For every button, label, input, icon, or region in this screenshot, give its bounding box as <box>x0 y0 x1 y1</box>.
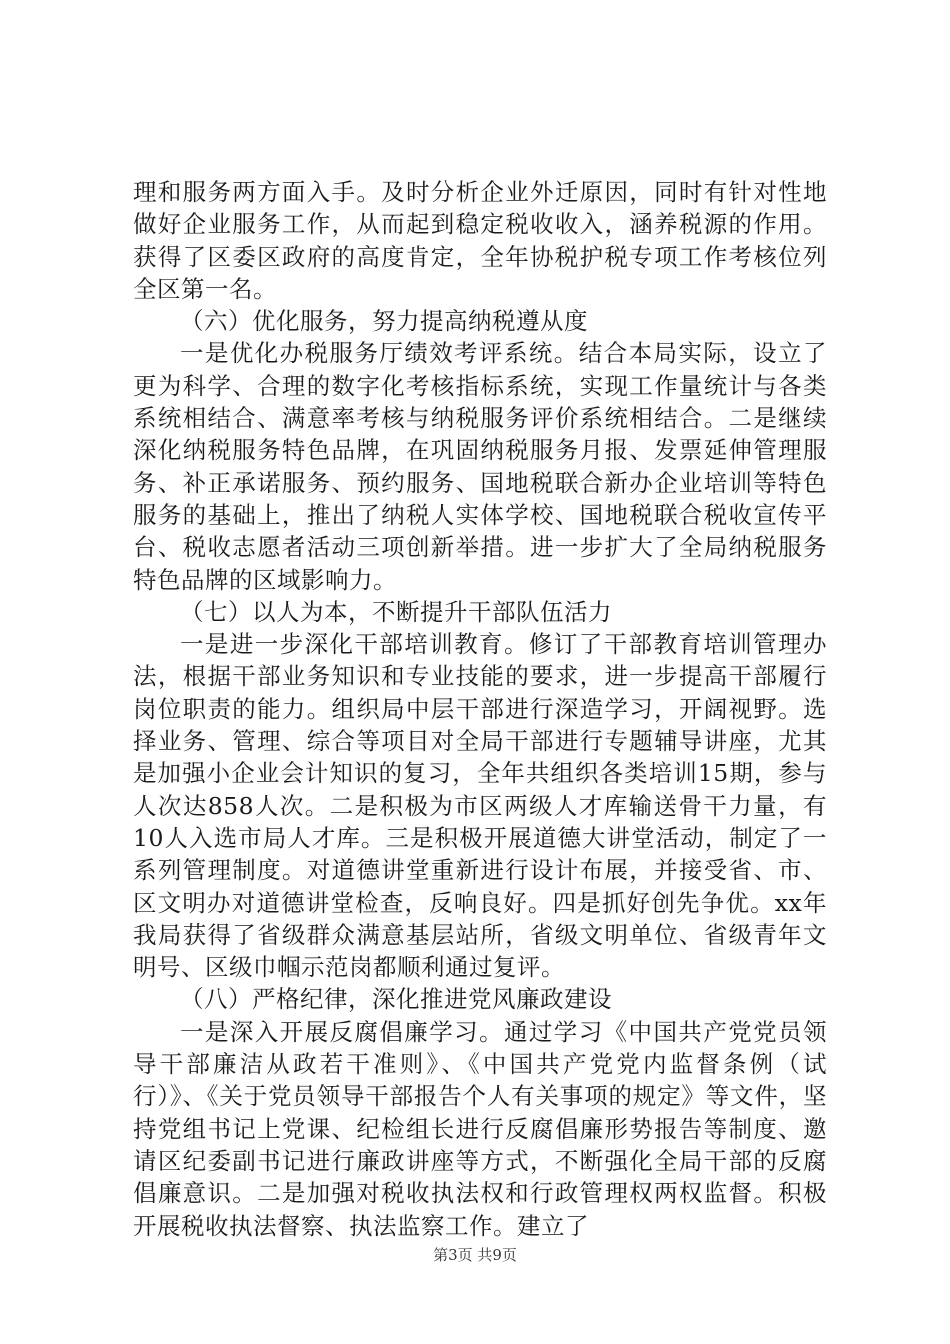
page-footer: 第3页 共9页 <box>433 1246 517 1264</box>
section-heading-6: （六）优化服务，努力提高纳税遵从度 <box>180 307 588 336</box>
paragraph-discipline: 一是深入开展反腐倡廉学习。通过学习《中国共产党党员领导干部廉洁从政若干准则》、《中国共产党党内监督条例（试行）》、《关于党员领导干部报告个人有关事项的规定》等文件，坚持党组书记上党课、纪检组长进行反腐倡廉形势报告等制度、邀请区纪委副书记进行廉政讲座等方式，不断强化全局干部的反腐倡廉意识。二是加强对税收执法权和行政管理权两权监督。积极开展税收执法督察、执法监察工作。建立了 <box>133 1017 827 1240</box>
section-heading-8: （八）严格纪律，深化推进党风廉政建设 <box>180 985 612 1014</box>
paragraph-training: 一是进一步深化干部培训教育。修订了干部教育培训管理办法，根据干部业务知识和专业技能的要求，进一步提高干部履行岗位职责的能力。组织局中层干部进行深造学习，开阔视野。选择业务、管理、综合等项目对全局干部进行专题辅导讲座，尤其是加强小企业会计知识的复习，全年共组织各类培训15期，参与人次达858人次。二是积极为市区两级人才库输送骨干力量，有10人入选市局人才库。三是积极开展道德大讲堂活动，制定了一系列管理制度。对道德讲堂重新进行设计布展，并接受省、市、区文明办对道德讲堂检查，反响良好。四是抓好创先争优。xx年我局获得了省级群众满意基层站所，省级文明单位、省级青年文明号、区级巾帼示范岗都顺利通过复评。 <box>133 630 827 982</box>
paragraph-service: 一是优化办税服务厅绩效考评系统。结合本局实际，设立了更为科学、合理的数字化考核指标系统，实现工作量统计与各类系统相结合、满意率考核与纳税服务评价系统相结合。二是继续深化纳税服务特色品牌，在巩固纳税服务月报、发票延伸管理服务、补正承诺服务、预约服务、国地税联合新办企业培训等特色服务的基础上，推出了纳税人实体学校、国地税联合税收宣传平台、税收志愿者活动三项创新举措。进一步扩大了全局纳税服务特色品牌的区域影响力。 <box>133 339 827 594</box>
section-heading-7: （七）以人为本，不断提升干部队伍活力 <box>180 597 612 626</box>
paragraph-continuation: 理和服务两方面入手。及时分析企业外迁原因，同时有针对性地做好企业服务工作，从而起到稳定税收收入，涵养税源的作用。获得了区委区政府的高度肯定，全年协税护税专项工作考核位列全区第一名。 <box>133 178 827 303</box>
document-body <box>133 176 827 1242</box>
